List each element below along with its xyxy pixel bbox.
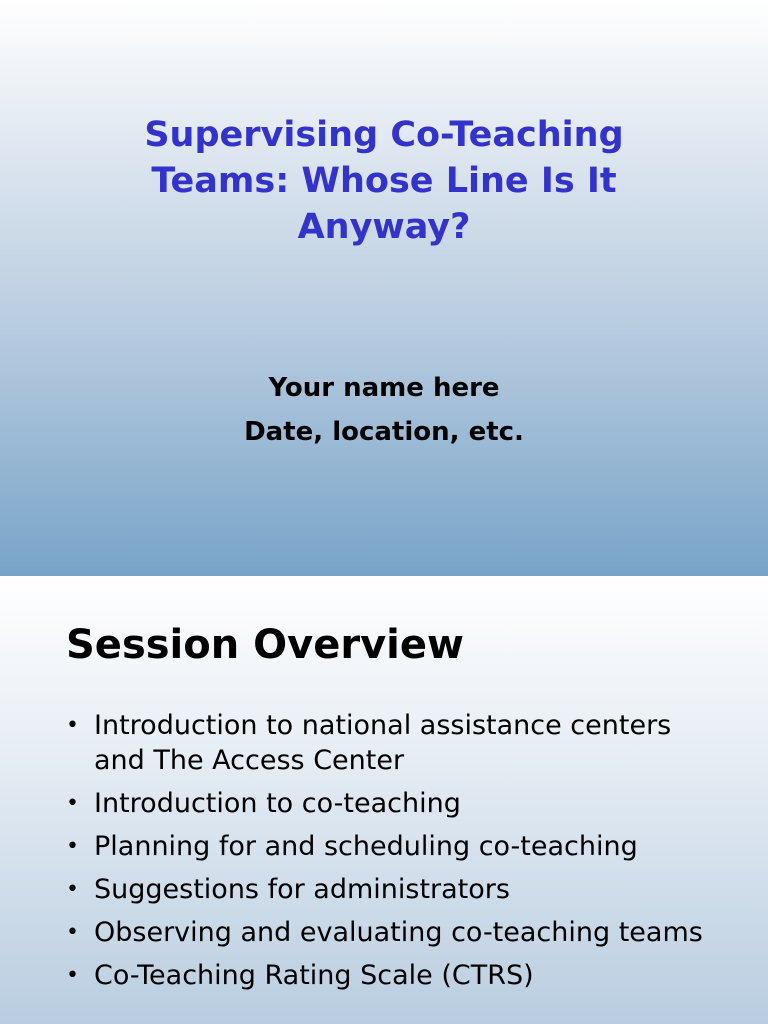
bullet-icon: • <box>66 713 79 738</box>
bullet-icon: • <box>66 920 79 945</box>
slide-title: Supervising Co-Teaching Teams: Whose Line Is It Anyway? <box>144 115 624 247</box>
bullet-item <box>66 872 726 907</box>
bullet-item <box>66 829 726 864</box>
bullet-text: Introduction to national assistance centers and The Access Center <box>94 710 672 776</box>
bullet-item <box>66 958 726 993</box>
bullet-item <box>66 786 726 821</box>
presenter-name: Your name here <box>268 373 500 403</box>
overview-heading: Session Overview <box>66 622 464 668</box>
bullet-item <box>66 708 726 778</box>
bullet-text: Introduction to co-teaching <box>94 788 461 819</box>
bullet-text: Planning for and scheduling co-teaching <box>94 831 638 862</box>
bullet-item <box>66 915 726 950</box>
bullet-text: Co-Teaching Rating Scale (CTRS) <box>94 960 534 991</box>
overview-bullet-list <box>66 708 726 1001</box>
bullet-icon: • <box>66 963 79 988</box>
bullet-icon: • <box>66 834 79 859</box>
presentation-details: Date, location, etc. <box>244 417 524 447</box>
bullet-text: Observing and evaluating co-teaching teams <box>94 917 703 948</box>
bullet-icon: • <box>66 791 79 816</box>
bullet-text: Suggestions for administrators <box>94 874 510 905</box>
bullet-icon: • <box>66 877 79 902</box>
